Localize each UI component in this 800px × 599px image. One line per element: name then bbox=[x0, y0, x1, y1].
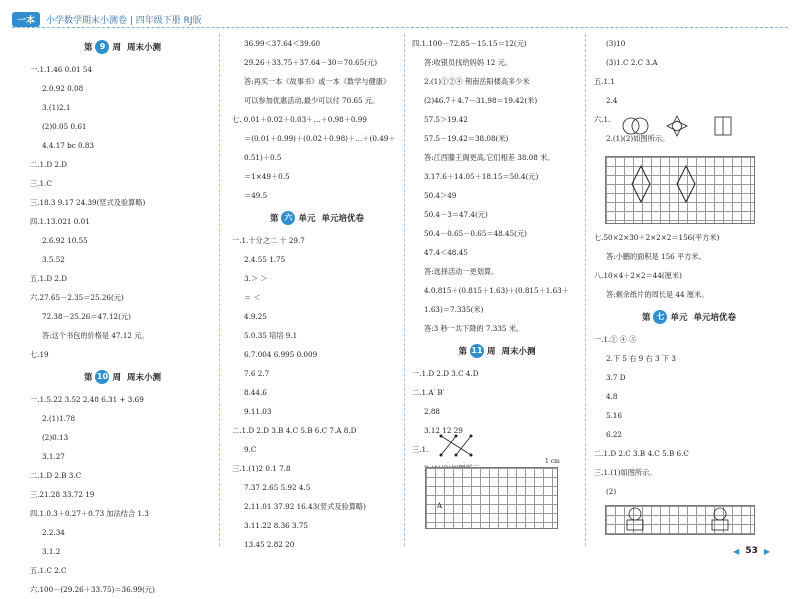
answer-line: 3.12 12 29 bbox=[424, 426, 463, 435]
answer-line: 三.1.(1)如图所示。 bbox=[594, 468, 657, 477]
answer-line: 二.1.D 2.D bbox=[30, 160, 67, 169]
answer-line: 6.7.004 6.995 0.009 bbox=[244, 350, 318, 359]
answer-line: 13.45 2.82 20 bbox=[244, 540, 295, 549]
answer-line: 可以参加优惠活动,最少可以付 70.65 元。 bbox=[244, 96, 380, 105]
answer-line: ＝ ＜ bbox=[244, 293, 261, 302]
answer-line: (2)0.05 0.61 bbox=[42, 122, 87, 131]
answer-list bbox=[30, 390, 215, 599]
answer-line: 2.0.92 0.08 bbox=[42, 84, 84, 93]
answer-line: 六.100－(29.26＋33.75)＝36.99(元) bbox=[30, 585, 155, 594]
answer-line: 2.4.55 1.75 bbox=[244, 255, 286, 264]
answer-line: 答:再买一本《故事书》或一本《数学与健康》 bbox=[244, 77, 391, 86]
answer-line: 三.1.(1)2 0.1 7.8 bbox=[232, 464, 291, 473]
answer-line: 3.5.52 bbox=[42, 255, 65, 264]
answer-list bbox=[232, 34, 402, 205]
section-prefix: 第 bbox=[269, 214, 279, 224]
answer-list bbox=[232, 231, 402, 554]
section-title: 单元培优卷 bbox=[321, 214, 365, 224]
answer-line: 七.19 bbox=[30, 350, 49, 359]
grid-label-a: A bbox=[437, 502, 443, 510]
answer-line: 4.8 bbox=[606, 392, 618, 401]
answer-line: 答:小鹏的面积是 156 平方米。 bbox=[606, 252, 706, 261]
answer-line: 5.0.35 培培 9.1 bbox=[244, 331, 298, 340]
answer-line: 二.1.D 2.B 3.C bbox=[30, 471, 82, 480]
answer-line: 答:江西滕王阁更高,它们相差 38.08 米。 bbox=[424, 153, 555, 162]
mirror-shapes-figure bbox=[605, 505, 753, 533]
section-suffix: 周 bbox=[486, 347, 496, 357]
answer-line: 2.(1)①②④ 荆南岳阳楼高多少米 bbox=[424, 77, 530, 86]
column-divider bbox=[219, 34, 220, 546]
symmetric-shapes-figure bbox=[622, 113, 742, 139]
answer-line: 一.1.十分之二 十 29.7 bbox=[232, 236, 305, 245]
answer-line: 4.0.815＋(0.815＋1.63)＋(0.815＋1.63＋ bbox=[424, 286, 569, 295]
answer-line: (2) bbox=[606, 487, 617, 496]
answer-line: 5.16 bbox=[606, 411, 623, 420]
answer-line: 47.4＜48.45 bbox=[424, 248, 468, 257]
answer-line: 二.1.D 2.C 3.B 4.C 5.B 6.C bbox=[594, 449, 689, 458]
answer-line: 2.4 bbox=[606, 96, 618, 105]
answer-line: 1.63)＝7.335(米) bbox=[424, 305, 484, 314]
section-prefix: 第 bbox=[83, 373, 93, 383]
answer-line: 五.1.D 2.D bbox=[30, 274, 67, 283]
answer-line: 72.38－25.26＝47.12(元) bbox=[42, 312, 131, 321]
answer-line: 答:选择活动一更划算。 bbox=[424, 267, 499, 276]
answer-line: 3.11.22 8.36 3.75 bbox=[244, 521, 309, 530]
answer-line: 七.50×2×30＋2×2×2＝156(平方米) bbox=[594, 233, 720, 242]
answer-line: 答:剩余纸片的周长是 44 厘米。 bbox=[606, 290, 709, 299]
answer-line: (3)10 bbox=[606, 39, 626, 48]
section-suffix: 单元 bbox=[298, 214, 316, 224]
answer-line: 三.1.C bbox=[30, 179, 52, 188]
answer-line: 一.1.D 2.D 3.C 4.D bbox=[412, 369, 479, 378]
next-page-icon[interactable]: ▶ bbox=[763, 546, 770, 556]
answer-line: 答:3 秒一共下降的 7.335 米。 bbox=[424, 324, 524, 333]
answer-line: 2.(1)(2)如图所示。 bbox=[606, 134, 670, 143]
section-title: 周末小测 bbox=[127, 373, 162, 383]
answer-line: 57.5－19.42＝38.08(米) bbox=[424, 134, 509, 143]
translation-figure bbox=[605, 156, 753, 222]
prev-page-icon[interactable]: ◀ bbox=[733, 546, 740, 556]
column-divider bbox=[585, 34, 586, 546]
answer-list bbox=[30, 60, 215, 364]
answer-line: 36.99＜37.64＜39.60 bbox=[244, 39, 321, 48]
answer-line: 六.27.65－2.35＝25.26(元) bbox=[30, 293, 124, 302]
answer-line: 6.22 bbox=[606, 430, 623, 439]
answer-line: 9.11.03 bbox=[244, 407, 272, 416]
answer-line: 57.5＞19.42 bbox=[424, 115, 468, 124]
section-number-badge: 七 bbox=[653, 310, 667, 324]
answer-line: 一.1.① ④ ⑤ bbox=[594, 335, 637, 344]
answer-line: 2.2.34 bbox=[42, 528, 65, 537]
answer-list bbox=[594, 228, 784, 304]
answer-line: 八.10×4＋2×2＝44(厘米) bbox=[594, 271, 682, 280]
answer-line: (2)0.13 bbox=[42, 433, 69, 442]
answer-line: 四.1.13.021 0.01 bbox=[30, 217, 90, 226]
answer-line: 50.4－0.65－0.65＝48.45(元) bbox=[424, 229, 527, 238]
answer-line: 一.1.5.22 3.52 2.48 6.31 + 3.69 bbox=[30, 395, 144, 404]
answer-list bbox=[594, 330, 784, 520]
answer-line: 29.26＋33.75＋37.64－30＝70.65(元) bbox=[244, 58, 377, 67]
section-title: 周末小测 bbox=[501, 347, 536, 357]
section-prefix: 第 bbox=[641, 313, 651, 323]
section-header bbox=[232, 205, 402, 231]
section-header bbox=[30, 34, 215, 60]
answer-line: 五.1.C 2.C bbox=[30, 566, 67, 575]
header-divider bbox=[12, 27, 788, 28]
section-prefix: 第 bbox=[458, 347, 467, 357]
answer-line: 2.(1)1.78 bbox=[42, 414, 76, 423]
answer-line: 7.6 2.7 bbox=[244, 369, 270, 378]
answer-line: 9.C bbox=[244, 445, 257, 454]
answer-line: 3.(1)2.1 bbox=[42, 103, 71, 112]
section-number-badge: 11 bbox=[470, 344, 484, 358]
grid-figure-col3 bbox=[425, 467, 558, 529]
answer-line: 二.1.A′ B′ bbox=[412, 388, 445, 397]
answer-line: 2.88 bbox=[424, 407, 441, 416]
series-logo: 一本 bbox=[12, 12, 40, 27]
answer-line: 50.4＞49 bbox=[424, 191, 457, 200]
answer-line: 3.17.6＋14.05＋18.15＝50.4(元) bbox=[424, 172, 539, 181]
column-3 bbox=[412, 34, 582, 478]
answer-line: (2)46.7＋4.7－31.98＝19.42(米) bbox=[424, 96, 538, 105]
answer-line: 4.9.25 bbox=[244, 312, 267, 321]
answer-line: ＝1×49＋0.5 bbox=[244, 172, 290, 181]
column-divider bbox=[404, 34, 405, 546]
answer-line: 2.11.01 37.92 16.43(竖式及验算略) bbox=[244, 502, 366, 511]
column-4-lower bbox=[594, 228, 784, 520]
answer-line: ＝49.5 bbox=[244, 191, 268, 200]
answer-line: 3.＞ ＞ bbox=[244, 274, 268, 283]
page-number: 53 bbox=[745, 546, 758, 556]
section-header bbox=[412, 338, 582, 364]
section-title: 单元培优卷 bbox=[693, 313, 737, 323]
answer-line: 2.6.92 10.55 bbox=[42, 236, 88, 245]
section-number-badge: 10 bbox=[95, 370, 109, 384]
answer-line: 4.4.17 bc 0.83 bbox=[42, 141, 95, 150]
answer-line: 三.21.28 33.72 19 bbox=[30, 490, 95, 499]
scale-label: 1 cm bbox=[545, 458, 560, 465]
answer-line: 3.1.27 bbox=[42, 452, 65, 461]
answer-line: ＝(0.01＋0.99)＋(0.02＋0.98)＋…＋(0.49＋ bbox=[244, 134, 396, 143]
section-header bbox=[30, 364, 215, 390]
section-title: 周末小测 bbox=[127, 43, 162, 53]
answer-line: 三.18.3 9.17 24.39(竖式及验算略) bbox=[30, 198, 146, 207]
column-1 bbox=[30, 34, 215, 599]
answer-list bbox=[412, 34, 582, 338]
answer-line: 答:这个书包的价格是 47.12 元。 bbox=[42, 331, 149, 340]
answer-line: 二.1.D 2.D 3.B 4.C 5.B 6.C 7.A 8.D bbox=[232, 426, 357, 435]
section-prefix: 第 bbox=[83, 43, 93, 53]
section-header bbox=[594, 304, 784, 330]
answer-line: 答:收银员找给妈妈 12 元。 bbox=[424, 58, 513, 67]
section-suffix: 周 bbox=[112, 373, 121, 383]
matching-lines-figure bbox=[438, 433, 484, 459]
answer-line: 0.51)＋0.5 bbox=[244, 153, 282, 162]
page-footer bbox=[733, 546, 770, 556]
answer-line: 四.1.0.3＋0.27＋0.73 加法结合 1.3 bbox=[30, 509, 149, 518]
answer-line: 50.4－3＝47.4(元) bbox=[424, 210, 488, 219]
section-suffix: 单元 bbox=[670, 313, 688, 323]
column-2 bbox=[232, 34, 402, 554]
answer-line: 3.1.2 bbox=[42, 547, 61, 556]
section-suffix: 周 bbox=[112, 43, 121, 53]
answer-line: 七. 0.01＋0.02＋0.03＋…＋0.98＋0.99 bbox=[232, 115, 367, 124]
header-title: 小学数学期末小测卷 | 四年级下册 RJ版 bbox=[46, 15, 202, 26]
answer-line: (3)1.C 2.C 3.A bbox=[606, 58, 658, 67]
section-number-badge: 9 bbox=[95, 40, 109, 54]
answer-line: 六.1. bbox=[594, 115, 611, 124]
answer-line: 四.1.100－72.85－15.15＝12(元) bbox=[412, 39, 527, 48]
answer-line: 五.1.1 bbox=[594, 77, 615, 86]
answer-line: 2.下 5 右 9 右 3 下 3 bbox=[606, 354, 676, 363]
answer-line: 8.44.6 bbox=[244, 388, 267, 397]
answer-line: 3.7 D bbox=[606, 373, 626, 382]
answer-line: 三.1. bbox=[412, 445, 429, 454]
answer-line: 7.37 2.65 5.92 4.5 bbox=[244, 483, 311, 492]
answer-line: 一.1.1.46 0.01 54 bbox=[30, 65, 93, 74]
section-number-badge: 六 bbox=[281, 211, 295, 225]
